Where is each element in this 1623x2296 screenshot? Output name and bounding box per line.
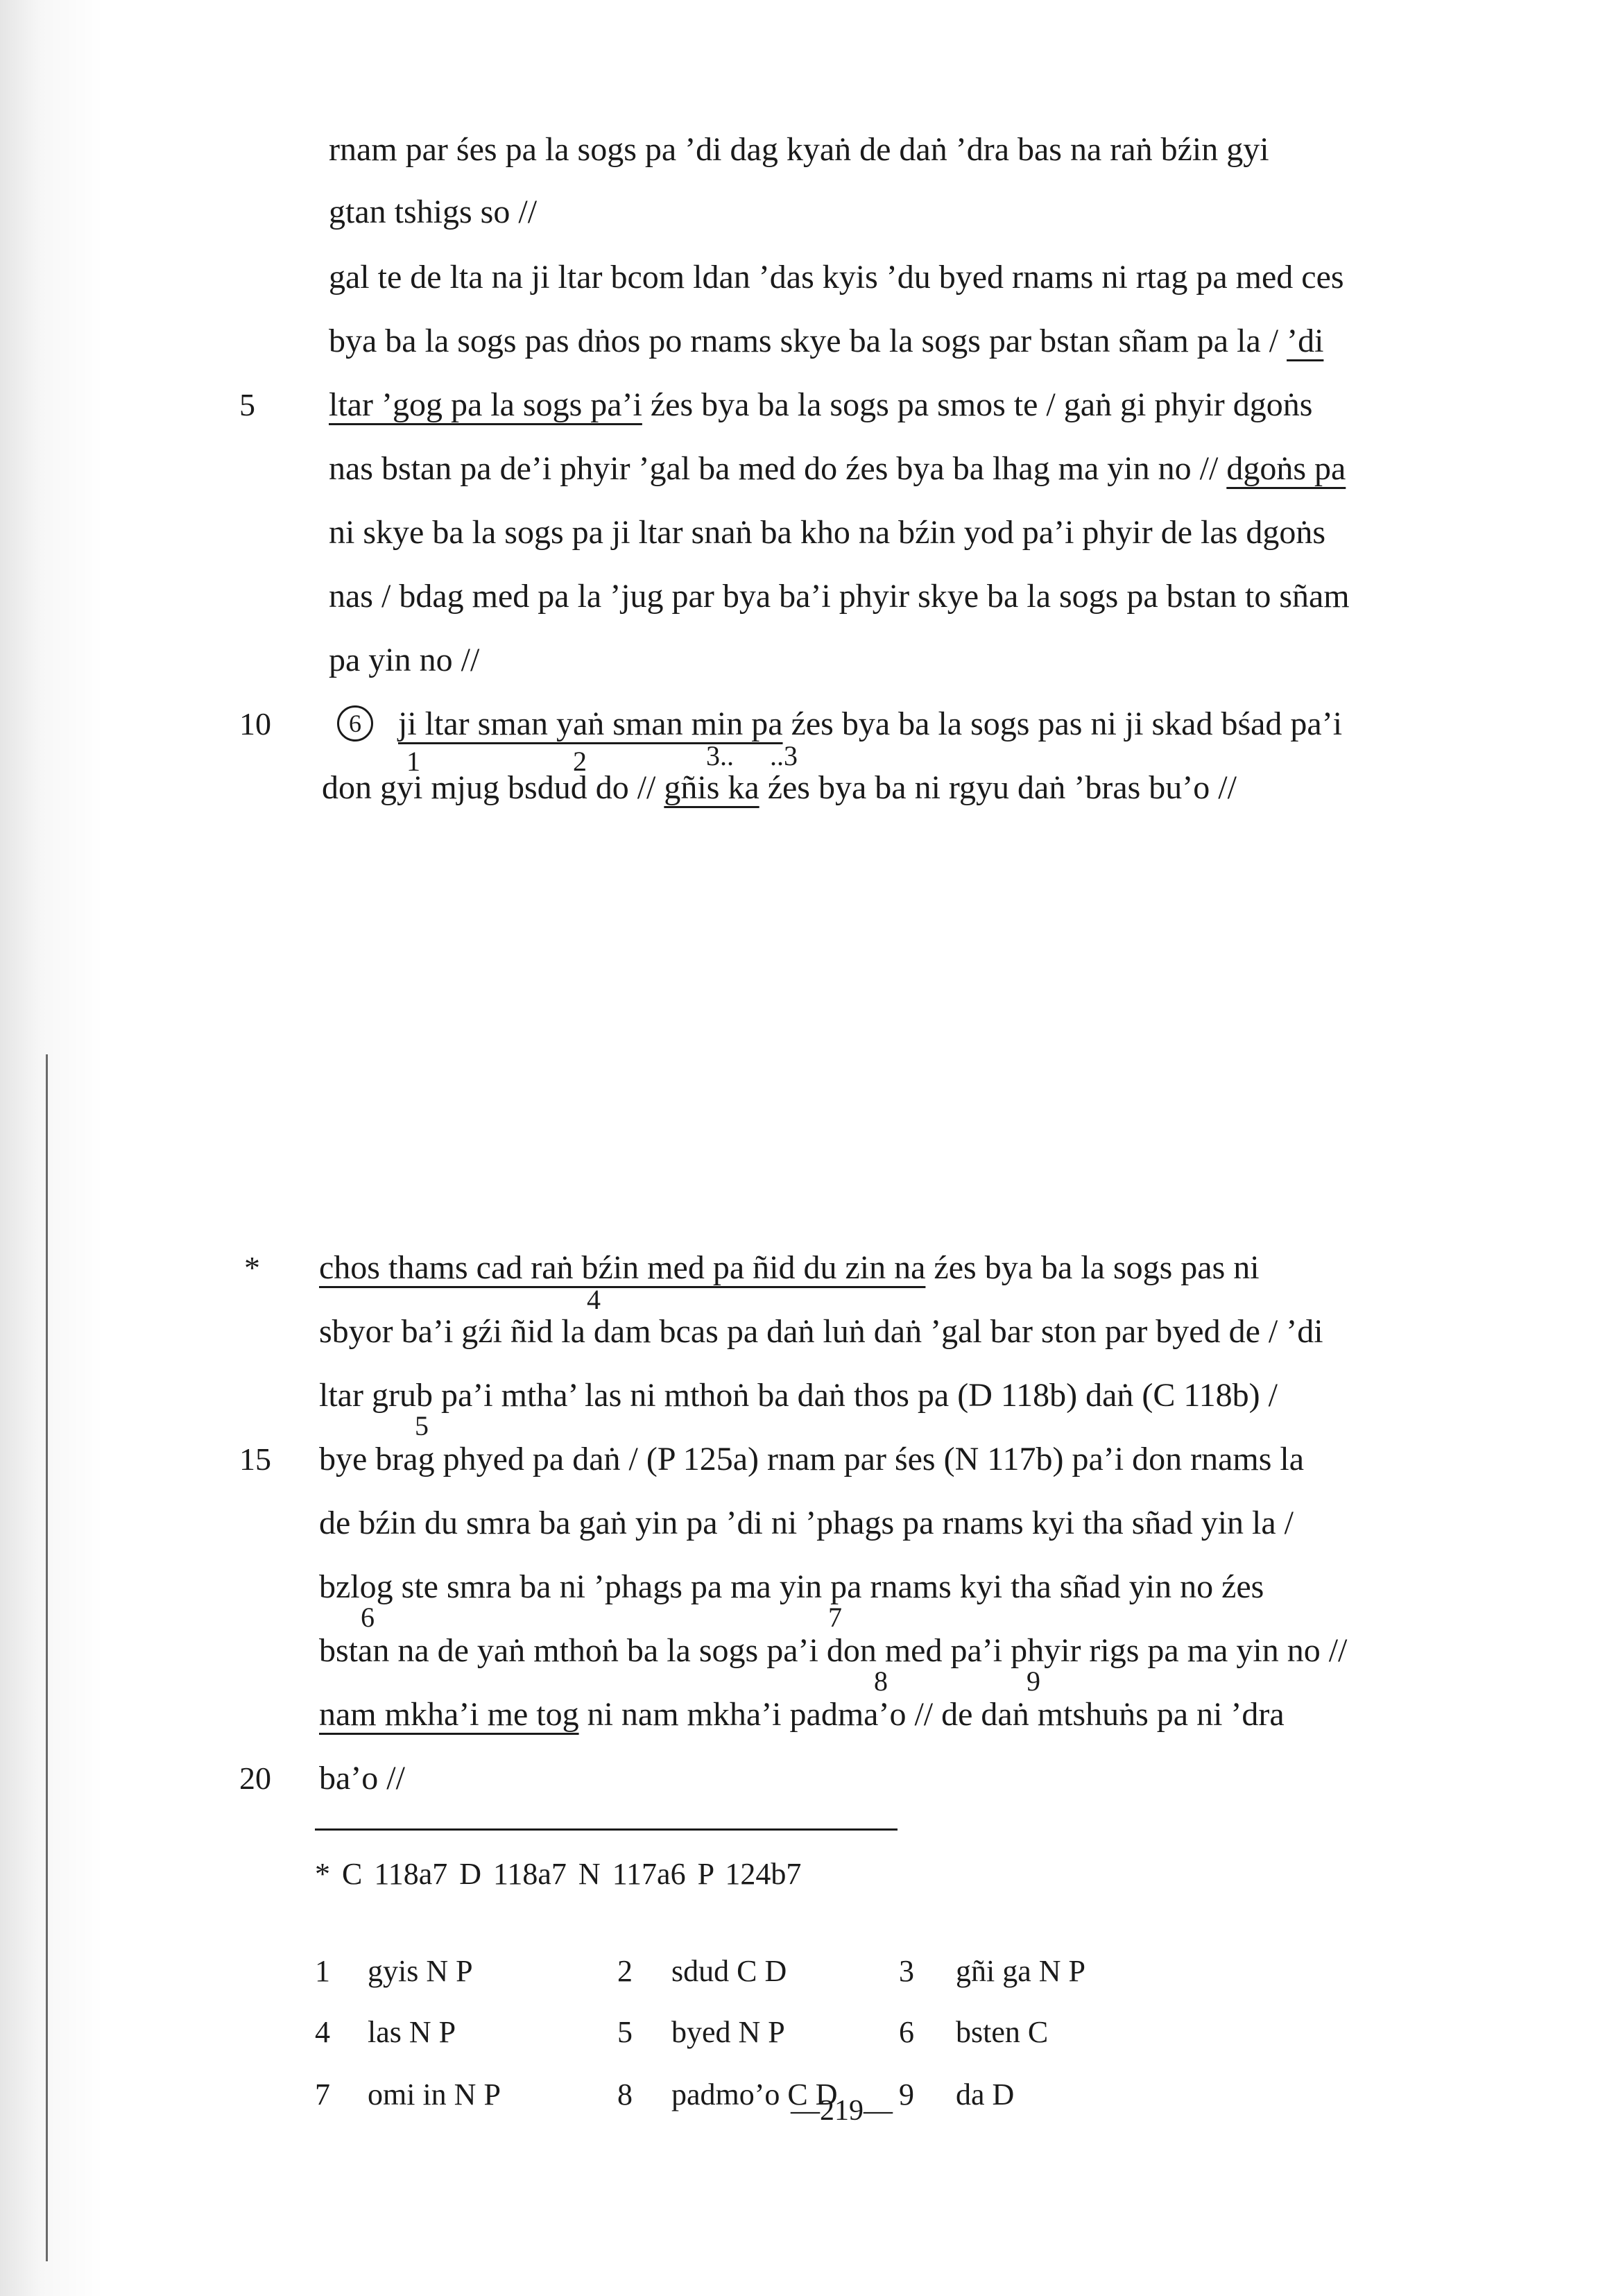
variant-reading: byed N P <box>671 2015 785 2049</box>
binding-edge <box>46 1054 48 2261</box>
footnote-mark: 4 <box>587 1284 601 1315</box>
text-segment: źes bya ba ni rgyu daṅ ’bras bu’o // <box>767 769 1237 806</box>
text-line <box>337 703 1342 745</box>
line-number: 20 <box>239 1760 271 1796</box>
text-line: bstan na de yaṅ mthoṅ ba la sogs pa’i don med pa’i phyir rigs pa ma yin no // <box>319 1632 1348 1669</box>
text-line: bye brag phyed pa daṅ / (P 125a) rnam par śes (N 117b) pa’i don rnams la <box>319 1441 1305 1477</box>
text-line <box>322 767 1237 809</box>
variant-reading: omi in N P <box>368 2077 501 2111</box>
text-line: ni skye ba la sogs pa ji ltar snaṅ ba kho na bźin yod pa’i phyir de las dgoṅs <box>329 514 1326 551</box>
variant-reading: gñi ga N P <box>956 1954 1085 1988</box>
variant-number: 3 <box>899 1954 914 1988</box>
text-line <box>319 1694 1285 1736</box>
text-line: gal te de lta na ji ltar bcom ldan ’das kyis ’du byed rnams ni rtag pa med ces <box>329 259 1344 295</box>
text-segment: nas bstan pa de’i phyir ’gal ba med do źes bya ba lhag ma yin no // <box>329 450 1219 487</box>
text-line: bzlog ste smra ba ni ’phags pa ma yin pa rnams kyi tha sñad yin no źes <box>319 1568 1264 1605</box>
line-number: 10 <box>239 706 271 742</box>
underlined-term: ji ltar sman yaṅ sman min pa <box>398 705 783 742</box>
binding-shadow <box>0 0 104 2296</box>
variant-number: 7 <box>315 2077 330 2111</box>
footnote-mark: ..3 <box>770 740 798 771</box>
footnote-mark: 6 <box>361 1602 375 1633</box>
underlined-term: dgoṅs pa <box>1226 450 1346 487</box>
text-line: gtan tshigs so // <box>329 194 538 230</box>
variant-number: 4 <box>315 2015 330 2049</box>
text-line <box>329 448 1346 490</box>
line-number: 15 <box>239 1441 271 1477</box>
variant-number: 1 <box>315 1954 330 1988</box>
text-line <box>329 320 1323 362</box>
text-line <box>329 384 1312 426</box>
line-marker: * <box>244 1250 260 1285</box>
text-segment: źes bya ba la sogs pa smos te / gaṅ gi phyir dgoṅs <box>650 386 1313 423</box>
variant-number: 5 <box>617 2015 633 2049</box>
footnote-mark: 1 <box>406 746 420 777</box>
text-line: ltar grub pa’i mtha’ las ni mthoṅ ba daṅ thos pa (D 118b) daṅ (C 118b) / <box>319 1377 1278 1414</box>
text-line: pa yin no // <box>329 642 480 678</box>
text-segment: don gyi mjug bsdud do // <box>322 769 656 806</box>
text-line: de bźin du smra ba gaṅ yin pa ’di ni ’phags pa rnams kyi tha sñad yin la / <box>319 1505 1294 1541</box>
text-line <box>319 1247 1260 1289</box>
variant-reading: sdud C D <box>671 1954 787 1988</box>
circled-number: 6 <box>337 705 373 742</box>
underlined-term: ltar ’gog pa la sogs pa’i <box>329 386 642 423</box>
footnote-mark: 5 <box>415 1410 429 1441</box>
text-line: ba’o // <box>319 1760 405 1797</box>
variant-reading: padmo’o C D <box>671 2077 838 2111</box>
underlined-term: gñis ka <box>664 769 759 806</box>
text-segment: bya ba la sogs pas dṅos po rnams skye ba la sogs par bstan sñam pa la / <box>329 323 1279 359</box>
variant-reading: bsten C <box>956 2015 1049 2049</box>
text-line: nas / bdag med pa la ’jug par bya ba’i phyir skye ba la sogs pa bstan to sñam <box>329 578 1350 615</box>
variant-number: 6 <box>899 2015 914 2049</box>
underlined-term: ’di <box>1287 323 1324 359</box>
underlined-term: nam mkha’i me tog <box>319 1696 579 1733</box>
variant-reading: las N P <box>368 2015 456 2049</box>
text-line: rnam par śes pa la sogs pa ’di dag kyaṅ de daṅ ’dra bas na raṅ bźin gyi <box>329 131 1269 168</box>
underlined-term: chos thams cad raṅ bźin med pa ñid du zin na <box>319 1249 926 1286</box>
text-line: sbyor ba’i gźi ñid la dam bcas pa daṅ luṅ daṅ ’gal bar ston par byed de / ’di <box>319 1313 1323 1350</box>
line-number: 5 <box>239 387 255 422</box>
text-segment: źes bya ba la sogs pas ni <box>934 1249 1260 1286</box>
footnote-mark: 9 <box>1027 1665 1040 1697</box>
footnote-mark: 2 <box>573 746 587 777</box>
footnote-mark: 3.. <box>706 740 734 771</box>
footnote-mark: 7 <box>828 1602 842 1633</box>
variant-reading: gyis N P <box>368 1954 473 1988</box>
folio-references: * C 118a7 D 118a7 N 117a6 P 124b7 <box>315 1857 802 1891</box>
variant-number: 8 <box>617 2077 633 2111</box>
variant-number: 2 <box>617 1954 633 1988</box>
footnote-mark: 8 <box>874 1665 888 1697</box>
text-segment: ni nam mkha’i padma’o // de daṅ mtshuṅs pa ni ’dra <box>587 1696 1285 1733</box>
footnote-separator <box>315 1828 898 1831</box>
page-number: —219— <box>791 2095 893 2127</box>
variant-reading: da D <box>956 2077 1015 2111</box>
text-segment: źes bya ba la sogs pas ni ji skad bśad pa’i <box>791 705 1343 742</box>
variant-number: 9 <box>899 2077 914 2111</box>
